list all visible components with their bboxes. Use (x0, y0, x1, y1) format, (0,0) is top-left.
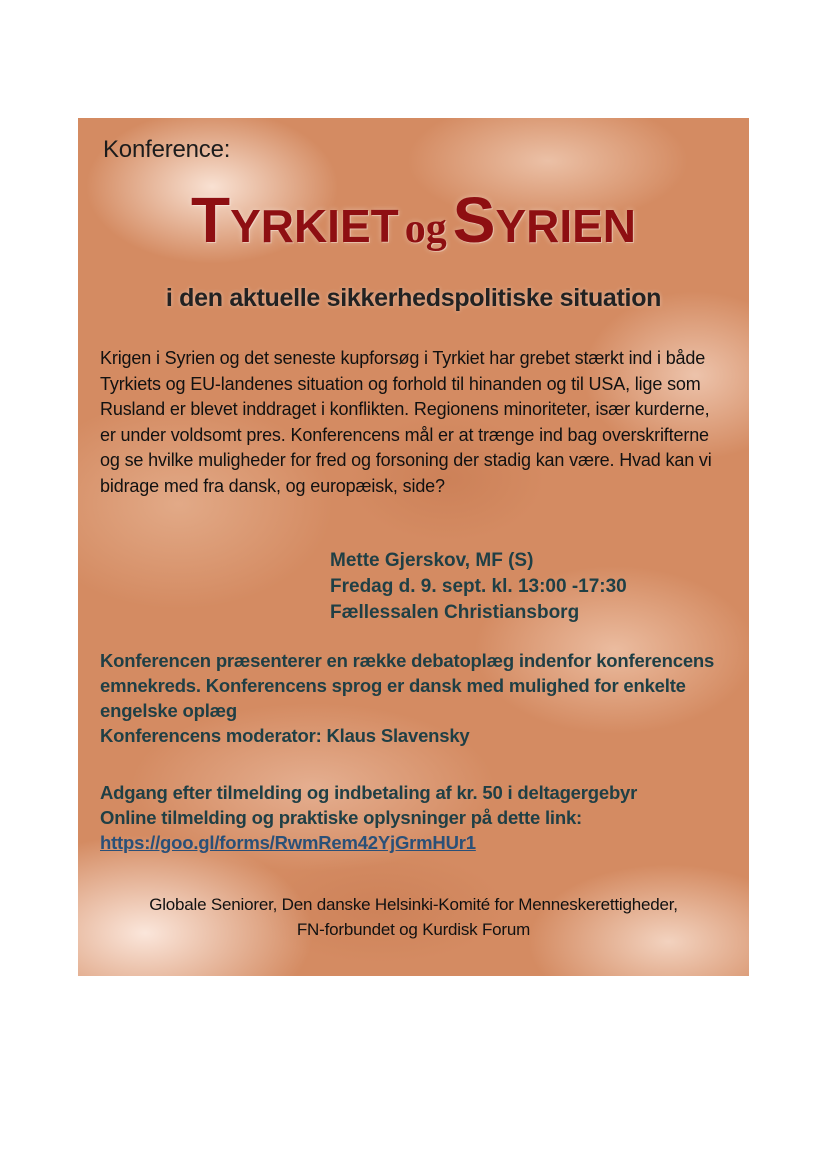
title-initial-t: T (190, 184, 231, 256)
organizers (78, 892, 749, 942)
detail-value: Fællessalen Christiansborg (330, 602, 580, 623)
conference-poster (78, 118, 749, 976)
main-title (78, 184, 749, 256)
title-rest-tyrkiet: YRKIET (230, 200, 399, 252)
detail-value: Mette Gjerskov, MF (S) (330, 550, 534, 571)
organizers-line: FN-forbundet og Kurdisk Forum (296, 920, 531, 939)
program-info (100, 648, 740, 748)
registration-online-line: Online tilmelding og praktiske oplysninger på dette link: (100, 807, 583, 828)
registration-link[interactable]: https://goo.gl/forms/RwmRem42YjGrmHUr1 (100, 832, 476, 853)
program-description: Konferencen præsenterer en række debatoplæg indenfor konferencens emnekreds. Konferencens sprog er dansk med mulighed for enkelte engelske oplæg (100, 650, 715, 721)
title-connector: og (404, 206, 447, 252)
registration-fee-line: Adgang efter tilmelding og indbetaling af kr. 50 i deltagergebyr (100, 782, 638, 803)
detail-value: Fredag d. 9. sept. kl. 13:00 -17:30 (330, 576, 627, 597)
moderator-line: Konferencens moderator: Klaus Slavensky (100, 725, 470, 746)
intro-paragraph: Krigen i Syrien og det seneste kupforsøg i Tyrkiet har grebet stærkt ind i både Tyrkiets og EU-landenes situation og forhold til hinanden og til USA, lige som Rusland er blevet inddraget i konflikten. Regionens minoriteter, især kurderne, er under voldsomt pres. Konferencens mål er at trænge ind bag overskrifterne og se hvilke muligheder for fred og forsoning der stadig kan være. Hvad kan vi bidrage med fra dansk, og europæisk, side? (100, 348, 712, 496)
kicker-label: Konference: (103, 136, 231, 163)
subtitle: i den aktuelle sikkerhedspolitiske situation (165, 284, 662, 312)
title-rest-syrien: YRIEN (495, 200, 637, 252)
registration-info (100, 780, 740, 855)
organizers-line: Globale Seniorer, Den danske Helsinki-Komité for Menneskerettigheder, (149, 895, 678, 914)
title-initial-s: S (452, 184, 496, 256)
